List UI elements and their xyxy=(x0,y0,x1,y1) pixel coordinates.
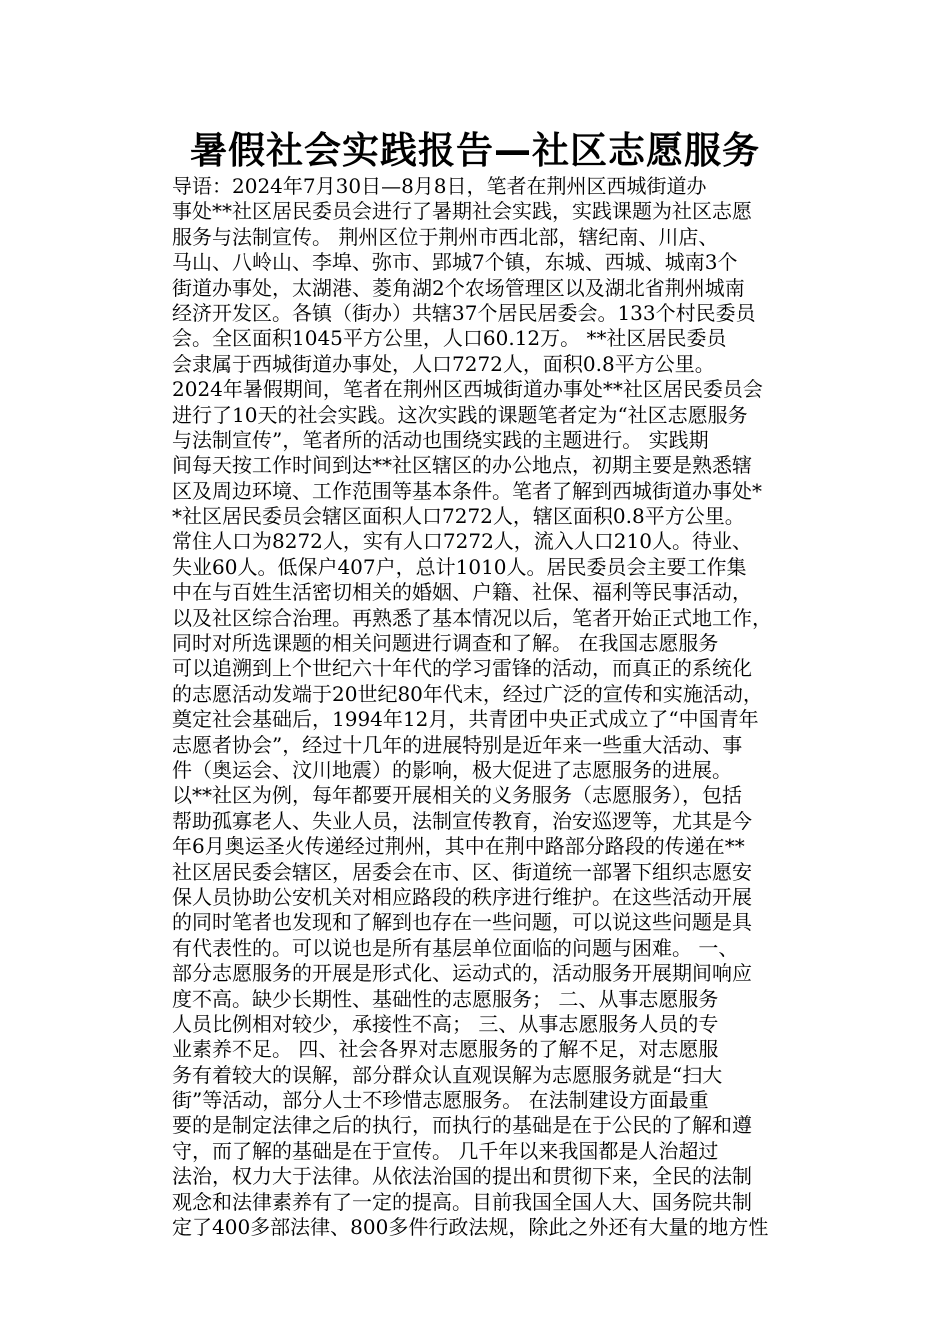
body-line: 2024年暑假期间，笔者在荆州区西城街道办事处**社区居民委员会 xyxy=(172,377,763,402)
body-line: 可以追溯到上个世纪六十年代的学习雷锋的活动，而真正的系统化 xyxy=(172,656,752,681)
body-line: 事处**社区居民委员会进行了暑期社会实践，实践课题为社区志愿 xyxy=(172,199,752,224)
body-line: 会。全区面积1045平方公里，人口60.12万。 **社区居民委员 xyxy=(172,326,727,351)
body-line: 的同时笔者也发现和了解到也存在一些问题，可以说这些问题是具 xyxy=(172,910,752,935)
body-line: 守，而了解的基础是在于宣传。 几千年以来我国都是人治超过 xyxy=(172,1138,719,1163)
body-line: 会隶属于西城街道办事处，人口7272人，面积0.8平方公里。 xyxy=(172,351,715,376)
body-line: 奠定社会基础后，1994年12月，共青团中央正式成立了“中国青年 xyxy=(172,707,759,732)
body-line: 件（奥运会、汶川地震）的影响，极大促进了志愿服务的进展。 xyxy=(172,757,732,782)
body-line: 进行了10天的社会实践。这次实践的课题笔者定为“社区志愿服务 xyxy=(172,402,748,427)
document-body xyxy=(172,174,824,1240)
body-line: 以**社区为例，每年都要开展相关的义务服务（志愿服务），包括 xyxy=(172,783,742,808)
body-line: 部分志愿服务的开展是形式化、运动式的，活动服务开展期间响应 xyxy=(172,961,752,986)
body-line: 度不高。缺少长期性、基础性的志愿服务； 二、从事志愿服务 xyxy=(172,986,719,1011)
body-line: 业素养不足。 四、社会各界对志愿服务的了解不足，对志愿服 xyxy=(172,1037,719,1062)
body-line: 保人员协助公安机关对相应路段的秩序进行维护。在这些活动开展 xyxy=(172,884,752,909)
body-line: 马山、八岭山、李埠、弥市、郢城7个镇，东城、西城、城南3个 xyxy=(172,250,738,275)
body-line: 常住人口为8272人，实有人口7272人，流入人口210人。待业、 xyxy=(172,529,752,554)
body-line: 志愿者协会”，经过十几年的进展特别是近年来一些重大活动、事 xyxy=(172,732,743,757)
body-line: 要的是制定法律之后的执行，而执行的基础是在于公民的了解和遵 xyxy=(172,1113,752,1138)
body-line: 导语：2024年7月30日—8月8日，笔者在荆州区西城街道办 xyxy=(172,174,707,198)
body-line: 经济开发区。各镇（街办）共辖37个居民居委会。133个村民委员 xyxy=(172,300,756,325)
body-line: 以及社区综合治理。再熟悉了基本情况以后，笔者开始正式地工作， xyxy=(172,605,772,630)
body-line: 中在与百姓生活密切相关的婚姻、户籍、社保、福利等民事活动， xyxy=(172,580,752,605)
body-line: *社区居民委员会辖区面积人口7272人，辖区面积0.8平方公里。 xyxy=(172,504,745,529)
body-line: 观念和法律素养有了一定的提高。目前我国全国人大、国务院共制 xyxy=(172,1189,752,1214)
body-line: 务有着较大的误解，部分群众认直观误解为志愿服务就是“扫大 xyxy=(172,1062,723,1087)
body-line: 服务与法制宣传。 荆州区位于荆州市西北部，辖纪南、川店、 xyxy=(172,224,719,249)
body-line: 街”等活动，部分人士不珍惜志愿服务。 在法制建设方面最重 xyxy=(172,1088,709,1113)
body-line: 社区居民委会辖区，居委会在市、区、街道统一部署下组织志愿安 xyxy=(172,859,752,884)
body-line: 的志愿活动发端于20世纪80年代末，经过广泛的宣传和实施活动， xyxy=(172,681,763,706)
body-line: 人员比例相对较少，承接性不高； 三、从事志愿服务人员的专 xyxy=(172,1011,719,1036)
body-line: 街道办事处，太湖港、菱角湖2个农场管理区以及湖北省荆州城南 xyxy=(172,275,745,300)
body-line: 定了400多部法律、800多件行政法规，除此之外还有大量的地方性 xyxy=(172,1215,769,1240)
body-line: 与法制宣传”，笔者所的活动也围绕实践的主题进行。 实践期 xyxy=(172,427,709,452)
body-line: 有代表性的。可以说也是所有基层单位面临的问题与困难。 一、 xyxy=(172,935,739,960)
body-line: 区及周边环境、工作范围等基本条件。笔者了解到西城街道办事处* xyxy=(172,478,762,503)
document-title: 暑假社会实践报告—社区志愿服务 xyxy=(190,129,760,172)
body-line: 帮助孤寡老人、失业人员，法制宣传教育，治安巡逻等，尤其是今 xyxy=(172,808,752,833)
body-line: 间每天按工作时间到达**社区辖区的办公地点，初期主要是熟悉辖 xyxy=(172,453,752,478)
body-line: 年6月奥运圣火传递经过荆州，其中在荆中路部分路段的传递在** xyxy=(172,834,745,859)
body-line: 同时对所选课题的相关问题进行调查和了解。 在我国志愿服务 xyxy=(172,631,719,656)
body-line: 法治，权力大于法律。从依法治国的提出和贯彻下来，全民的法制 xyxy=(172,1164,752,1189)
body-line: 失业60人。低保户407户，总计1010人。居民委员会主要工作集 xyxy=(172,554,747,579)
